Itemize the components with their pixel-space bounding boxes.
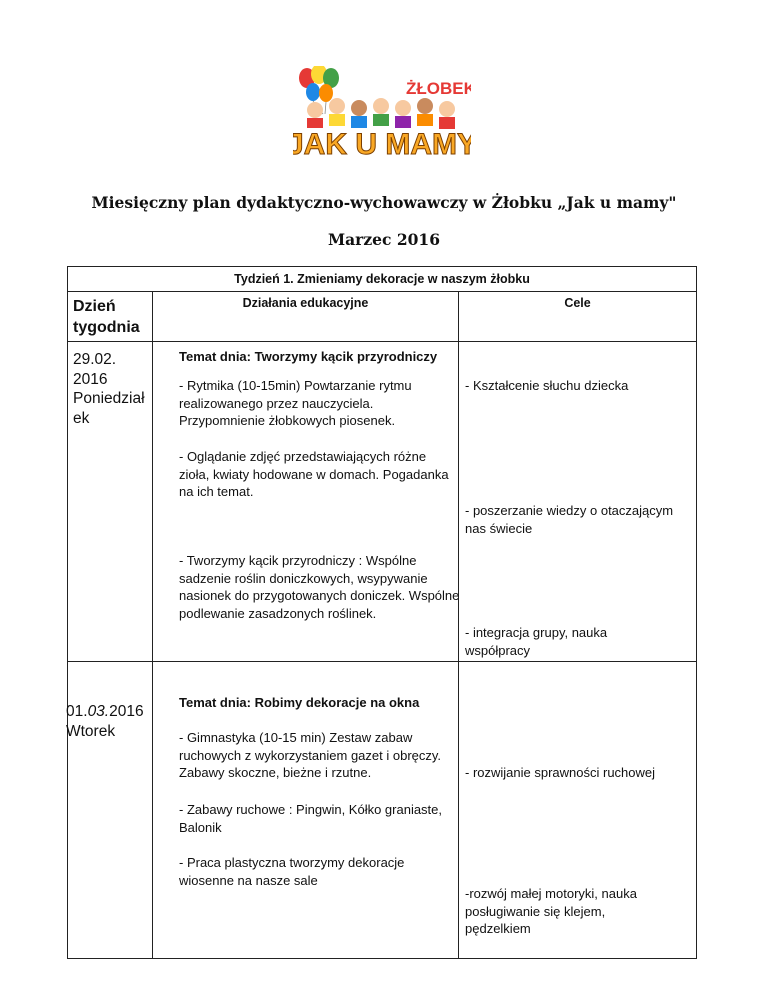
table-row-day2 [68, 662, 697, 959]
zlobek-logo [293, 66, 471, 158]
day1-goal-1: - Kształcenie słuchu dziecka [465, 378, 629, 393]
col-header-goals: Cele [459, 292, 697, 342]
day1-goal-2: - poszerzanie wiedzy o otaczającym nas świecie [465, 503, 674, 536]
day1-activity-2: - Oglądanie zdjęć przedstawiających różne zioła, kwiaty hodowane w domach. Pogadanka na ich temat. [179, 449, 449, 499]
logo-top-text: ŻŁOBEK [406, 79, 471, 98]
week-header: Tydzień 1. Zmieniamy dekoracje w naszym żłobku [68, 267, 697, 292]
day2-cell [68, 662, 153, 959]
children-graphic [307, 98, 455, 129]
day2-activities-cell [153, 662, 459, 959]
day2-activity-2: - Zabawy ruchowe : Pingwin, Kółko graniaste, Balonik [179, 802, 443, 835]
day1-cell [68, 342, 153, 662]
day1-date-line1: 29.02. [73, 351, 117, 368]
plan-table [67, 266, 697, 959]
day2-activity-3: - Praca plastyczna tworzymy dekoracje wiosenne na nasze sale [179, 855, 405, 888]
day1-activity-3: - Tworzymy kącik przyrodniczy : Wspólne sadzenie roślin doniczkowych, wsypywanie nasionek do przygotowanych doniczek. Wspólne podlewanie zasadzonych roślinek. [179, 553, 460, 621]
col-header-activities: Działania edukacyjne [153, 292, 459, 342]
day2-date: 01.03.2016 [66, 703, 144, 720]
document-subtitle: Marzec 2016 [327, 230, 440, 249]
day2-weekday: Wtorek [66, 722, 116, 740]
day2-activity-1: - Gimnastyka (10-15 min) Zestaw zabaw ruchowych z wykorzystaniem gazet i obręczy. Zabawy skoczne, bieżne i rzutne. [179, 730, 442, 780]
logo-bottom-text: JAK U MAMY [293, 128, 471, 158]
day1-topic: Temat dnia: Tworzymy kącik przyrodniczy [179, 349, 438, 364]
day2-goals-cell [459, 662, 697, 959]
day2-topic: Temat dnia: Robimy dekoracje na okna [179, 695, 420, 710]
col-header-day: Dzień tygodnia [68, 292, 153, 342]
day1-activities-cell [153, 342, 459, 662]
day1-activity-1: - Rytmika (10-15min) Powtarzanie rytmu realizowanego przez nauczyciela. Przypomnienie żłobkowych piosenek. [179, 378, 412, 428]
document-title: Miesięczny plan dydaktyczno-wychowawczy w Żłobku „Jak u mamy" [91, 193, 677, 212]
day2-goal-2: -rozwój małej motoryki, nauka posługiwanie się klejem, pędzelkiem [465, 886, 637, 936]
day1-goal-3: - integracja grupy, nauka współpracy [465, 625, 608, 658]
day1-weekday-line2: ek [73, 409, 90, 427]
day1-weekday-line1: Poniedział [73, 390, 145, 407]
day1-goals-cell [459, 342, 697, 662]
day2-goal-1: - rozwijanie sprawności ruchowej [465, 765, 656, 780]
table-row-day1 [68, 342, 697, 662]
day1-date-line2: 2016 [73, 370, 108, 388]
